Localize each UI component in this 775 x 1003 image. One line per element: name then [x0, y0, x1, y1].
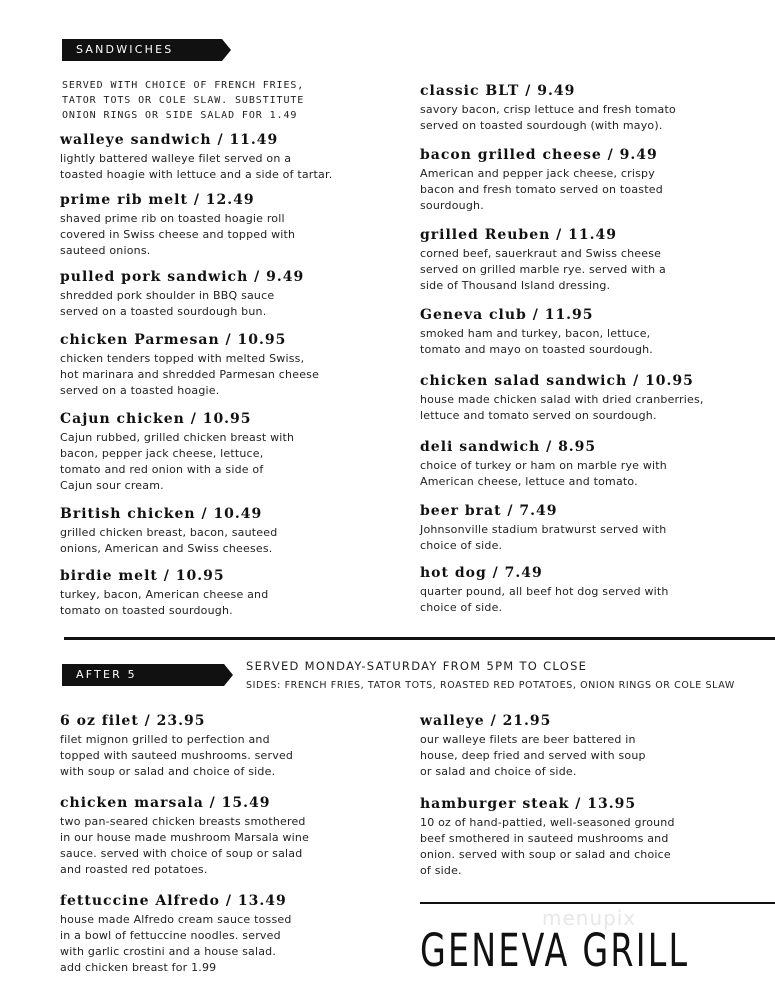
item-description: Johnsonville stadium bratwurst served with choice of side. — [420, 523, 667, 552]
item-description: chicken tenders topped with melted Swiss, hot marinara and shredded Parmesan cheese served on a toasted hoagie. — [60, 352, 320, 397]
item-name: grilled Reuben / 11.49 — [420, 227, 617, 243]
menu-item — [60, 505, 380, 557]
item-name: British chicken / 10.49 — [60, 506, 263, 522]
item-description: Cajun rubbed, grilled chicken breast with bacon, pepper jack cheese, lettuce, tomato and red onion with a side of Cajun sour cream. — [60, 431, 295, 492]
menu-item — [420, 795, 740, 879]
menu-item — [60, 268, 380, 320]
item-description: corned beef, sauerkraut and Swiss cheese served on grilled marble rye. served with a side of Thousand Island dressing. — [420, 247, 666, 292]
menu-item — [420, 564, 740, 616]
item-description: our walleye filets are beer battered in house, deep fried and served with soup or salad and choice of side. — [420, 733, 646, 778]
menu-item — [420, 502, 740, 554]
item-name: fettuccine Alfredo / 13.49 — [60, 893, 287, 909]
item-name: deli sandwich / 8.95 — [420, 439, 597, 455]
item-description: two pan-seared chicken breasts smothered in our house made mushroom Marsala wine sauce. served with choice of soup or salad and roasted red potatoes. — [60, 815, 310, 876]
item-description: house made Alfredo cream sauce tossed in a bowl of fettuccine noodles. served with garlic crostini and a house salad. add chicken breast for 1.99 — [60, 913, 292, 974]
item-name: classic BLT / 9.49 — [420, 83, 576, 99]
logo-divider — [420, 902, 775, 904]
menu-item — [60, 794, 380, 878]
menu-item — [60, 131, 380, 183]
item-name: 6 oz filet / 23.95 — [60, 713, 206, 729]
item-name: chicken Parmesan / 10.95 — [60, 332, 287, 348]
menu-item — [420, 712, 740, 780]
menu-item — [420, 226, 740, 294]
restaurant-logo: GENEVA GRILL — [420, 924, 690, 977]
menu-item — [420, 146, 740, 214]
menu-item — [60, 892, 380, 976]
after5-sides-note: SIDES: FRENCH FRIES, TATOR TOTS, ROASTED RED POTATOES, ONION RINGS OR COLE SLAW — [246, 680, 735, 691]
item-description: quarter pound, all beef hot dog served with choice of side. — [420, 585, 669, 614]
menu-item — [420, 438, 740, 490]
item-name: bacon grilled cheese / 9.49 — [420, 147, 658, 163]
item-name: Geneva club / 11.95 — [420, 307, 594, 323]
menu-item — [420, 306, 740, 358]
item-name: pulled pork sandwich / 9.49 — [60, 269, 305, 285]
after5-section-tag: AFTER 5 — [62, 664, 224, 686]
item-name: birdie melt / 10.95 — [60, 568, 225, 584]
item-description: filet mignon grilled to perfection and topped with sauteed mushrooms. served with soup or salad and choice of side. — [60, 733, 294, 778]
item-name: prime rib melt / 12.49 — [60, 192, 255, 208]
menu-item — [60, 410, 380, 494]
item-description: shaved prime rib on toasted hoagie roll covered in Swiss cheese and topped with sauteed onions. — [60, 212, 296, 257]
item-description: grilled chicken breast, bacon, sauteed onions, American and Swiss cheeses. — [60, 526, 278, 555]
item-name: beer brat / 7.49 — [420, 503, 558, 519]
item-name: hot dog / 7.49 — [420, 565, 543, 581]
item-description: choice of turkey or ham on marble rye with American cheese, lettuce and tomato. — [420, 459, 667, 488]
item-name: chicken salad sandwich / 10.95 — [420, 373, 694, 389]
item-description: American and pepper jack cheese, crispy bacon and fresh tomato served on toasted sourdough. — [420, 167, 663, 212]
item-name: chicken marsala / 15.49 — [60, 795, 271, 811]
watermark: menupix — [542, 906, 637, 930]
item-name: walleye sandwich / 11.49 — [60, 132, 279, 148]
menu-item — [60, 712, 380, 780]
item-description: 10 oz of hand-pattied, well-seasoned ground beef smothered in sauteed mushrooms and onion. served with soup or salad and choice of side. — [420, 816, 675, 877]
menu-item — [420, 82, 740, 134]
sandwiches-sides-note: SERVED WITH CHOICE OF FRENCH FRIES, TATOR TOTS OR COLE SLAW. SUBSTITUTE ONION RINGS OR SIDE SALAD FOR 1.49 — [62, 80, 305, 121]
menu-item — [60, 331, 380, 399]
item-description: lightly battered walleye filet served on a toasted hoagie with lettuce and a side of tartar. — [60, 152, 333, 181]
sandwiches-section-tag: SANDWICHES — [62, 39, 222, 61]
item-description: shredded pork shoulder in BBQ sauce served on a toasted sourdough bun. — [60, 289, 275, 318]
item-description: smoked ham and turkey, bacon, lettuce, tomato and mayo on toasted sourdough. — [420, 327, 653, 356]
item-description: house made chicken salad with dried cranberries, lettuce and tomato served on sourdough. — [420, 393, 704, 422]
item-name: walleye / 21.95 — [420, 713, 552, 729]
menu-item — [60, 567, 380, 619]
menu-item — [60, 191, 380, 259]
section-divider — [64, 637, 775, 640]
after5-served-note: SERVED MONDAY-SATURDAY FROM 5PM TO CLOSE — [246, 659, 588, 673]
item-name: Cajun chicken / 10.95 — [60, 411, 252, 427]
menu-item — [420, 372, 740, 424]
item-name: hamburger steak / 13.95 — [420, 796, 637, 812]
item-description: savory bacon, crisp lettuce and fresh tomato served on toasted sourdough (with mayo). — [420, 103, 676, 132]
item-description: turkey, bacon, American cheese and tomato on toasted sourdough. — [60, 588, 269, 617]
